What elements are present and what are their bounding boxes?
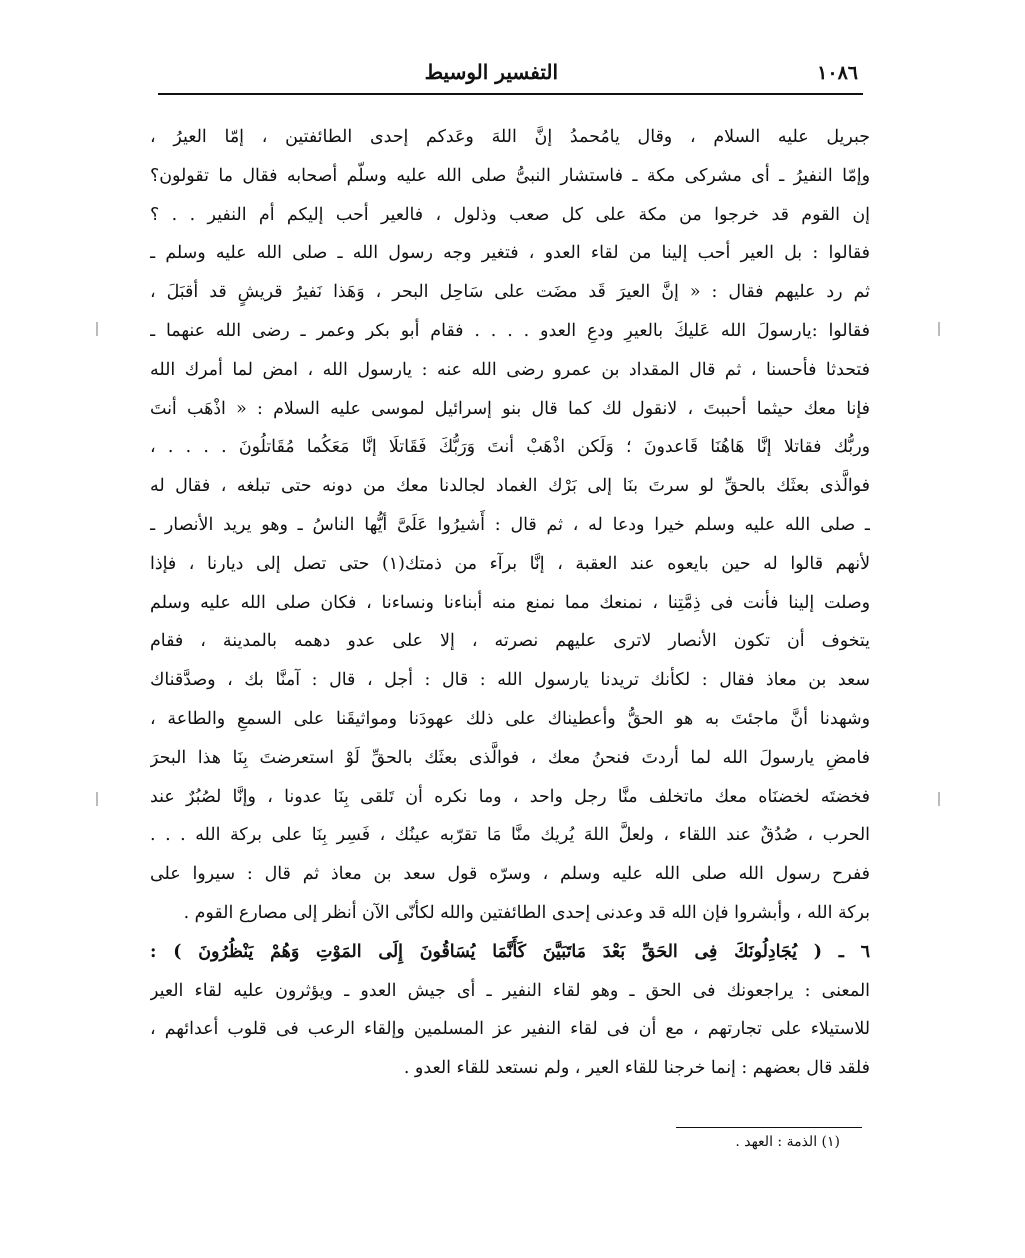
scan-artifact [938, 322, 940, 336]
text-line: سعد بن معاذ فقال : لكأنك تريدنا يارسول الله : قال : أجل ، قال : آمنَّا بك ، وصدَّقناك [150, 670, 870, 691]
scan-artifact [96, 792, 98, 806]
text-line: المعنى : يراجعونك فى الحق ـ وهو لقاء النفير ـ أى جيش العدو ـ ويؤثرون عليه لقاء العير [150, 980, 870, 1001]
quran-verse-line: ٦ ـ ( يُجَادِلُونَكَ فِى الحَقِّ بَعْدَ مَاتَبَيَّنَ كَأَنَّمَا يُسَاقُونَ إِلَى المَوْتِ وَهُمْ يَنْظُرُونَ ) : [150, 941, 870, 962]
scan-artifact [96, 322, 98, 336]
text-line: فإنا معك حيثما أحببتَ ، لانقول لك كما قال بنو إسرائيل لموسى عليه السلام : « اذْهَب أنتَ [150, 398, 870, 419]
text-line: وشهدنا أنَّ ماجئتَ به هو الحقُّ وأعطيناك على ذلك عهودَنا ومواثيقَنا على السمعِ والطاعة ، [150, 708, 870, 729]
text-line: فامضِ يارسولَ الله لما أردتَ فنحنُ معك ، فوالَّذى بعثَك بالحقِّ لَوْ استعرضتَ بِنَا هذا البحرَ [150, 747, 870, 768]
text-line: فلقد قال بعضهم : إنما خرجنا للقاء العير ، ولم نستعد للقاء العدو . [403, 1058, 870, 1079]
footnote: (١) الذمة : العهد . [735, 1134, 840, 1150]
text-line: لأنهم قالوا له حين بايعوه عند العقبة ، إنَّا برآء من ذمتك(١) حتى تصل إلى ديارنا ، فإذا [150, 553, 870, 574]
text-line: ـ صلى الله عليه وسلم خيرا ودعا له ، ثم قال : أَشيرُوا عَلَىَّ أيُّها الناسُ ـ وهو يريد الأنصار ـ [150, 514, 870, 535]
text-line: فخضتَه لخضنَاه معك ماتخلف منَّا رجل واحد ، وما نكره أن تَلقى بِنَا عدونا ، وإنَّا لصُبُرٌ عند [150, 786, 870, 807]
scan-artifact [938, 792, 940, 806]
text-line: فتحدثا فأحسنا ، ثم قال المقداد بن عمرو رضى الله عنه : يارسول الله ، امض لما أمرك الله [150, 359, 870, 380]
text-line: وإمّا النفيرُ ـ أى مشركى مكة ـ فاستشار النبىُّ صلى الله عليه وسلّم أصحابه فقال ما تقولون؟ [150, 165, 870, 186]
page-header [158, 58, 858, 92]
text-line: للاستيلاء على تجارتهم ، مع أن فى لقاء النفير عز المسلمين وإلقاء الرعب فى قلوب أعدائهم ، [150, 1019, 870, 1040]
text-line: فقالوا : بل العير أحب إلينا من لقاء العدو ، فتغير وجه رسول الله ـ صلى الله عليه وسلم ـ [150, 243, 870, 264]
header-divider [158, 93, 863, 95]
text-line: وربُّك فقاتلا إنَّا هَاهُنَا قَاعدونَ ؛ وَلَكن اذْهَبْ أنتَ وَرَبُّكَ فَقَاتلَا إنَّا مَعَكُما مُقَاتلُونَ . . . . ، [150, 437, 870, 458]
footnote-divider [676, 1127, 862, 1128]
running-title: التفسير الوسيط [424, 60, 558, 84]
text-line: إن القوم قد خرجوا من مكة على كل صعب وذلول ، فالعير أحب إليكم أم النفير . . ؟ [150, 204, 870, 225]
text-line: بركة الله ، وأبشروا فإن الله قد وعدنى إحدى الطائفتين والله لكأنّى الآن أنظر إلى مصارع القوم . [183, 902, 870, 923]
text-line: الحرب ، صُدُقٌ عند اللقاء ، ولعلَّ اللهَ يُريك منَّا مَا تقرّبه عينُك ، فَسِر بِنَا على بركة الله . . . [150, 825, 870, 846]
body-text [150, 118, 870, 1088]
text-line: ثم رد عليهم فقال : « إنَّ العيرَ قَد مضَت على سَاحِل البحر ، وَهَذا نَفيرُ قريشٍ قد أقبَلَ ، [150, 282, 870, 303]
page-number: ١٠٨٦ [817, 62, 858, 84]
text-line: ففرح رسول الله صلى الله عليه وسلم ، وسرّه قول سعد بن معاذ ثم قال : سيروا على [150, 864, 870, 885]
text-line: فقالوا :يارسولَ الله عَليكَ بالعيرِ ودعِ العدو . . . . فقام أبو بكر وعمر ـ رضى الله عنهما ـ [150, 320, 870, 341]
text-line: يتخوف أن تكون الأنصار لاترى عليهم نصرته ، إلا على عدو دهمه بالمدينة ، فقام [150, 631, 870, 652]
text-line: وصلت إلينا فأنت فى ذِمَّتِنا ، نمنعك مما نمنع منه أبناءنا ونساءنا ، فكان صلى الله عليه وسلم [150, 592, 870, 613]
text-line: فوالَّذى بعثَك بالحقِّ لو سرتَ بنَا إلى بَرْك الغماد لجالدنا معك من دونه حتى تبلغه ، فقال له [150, 476, 870, 497]
text-line: جبريل عليه السلام ، وقال يامُحمدُ إنَّ اللهَ وعَدكم إحدى الطائفتين ، إمّا العيرُ ، [150, 127, 870, 147]
